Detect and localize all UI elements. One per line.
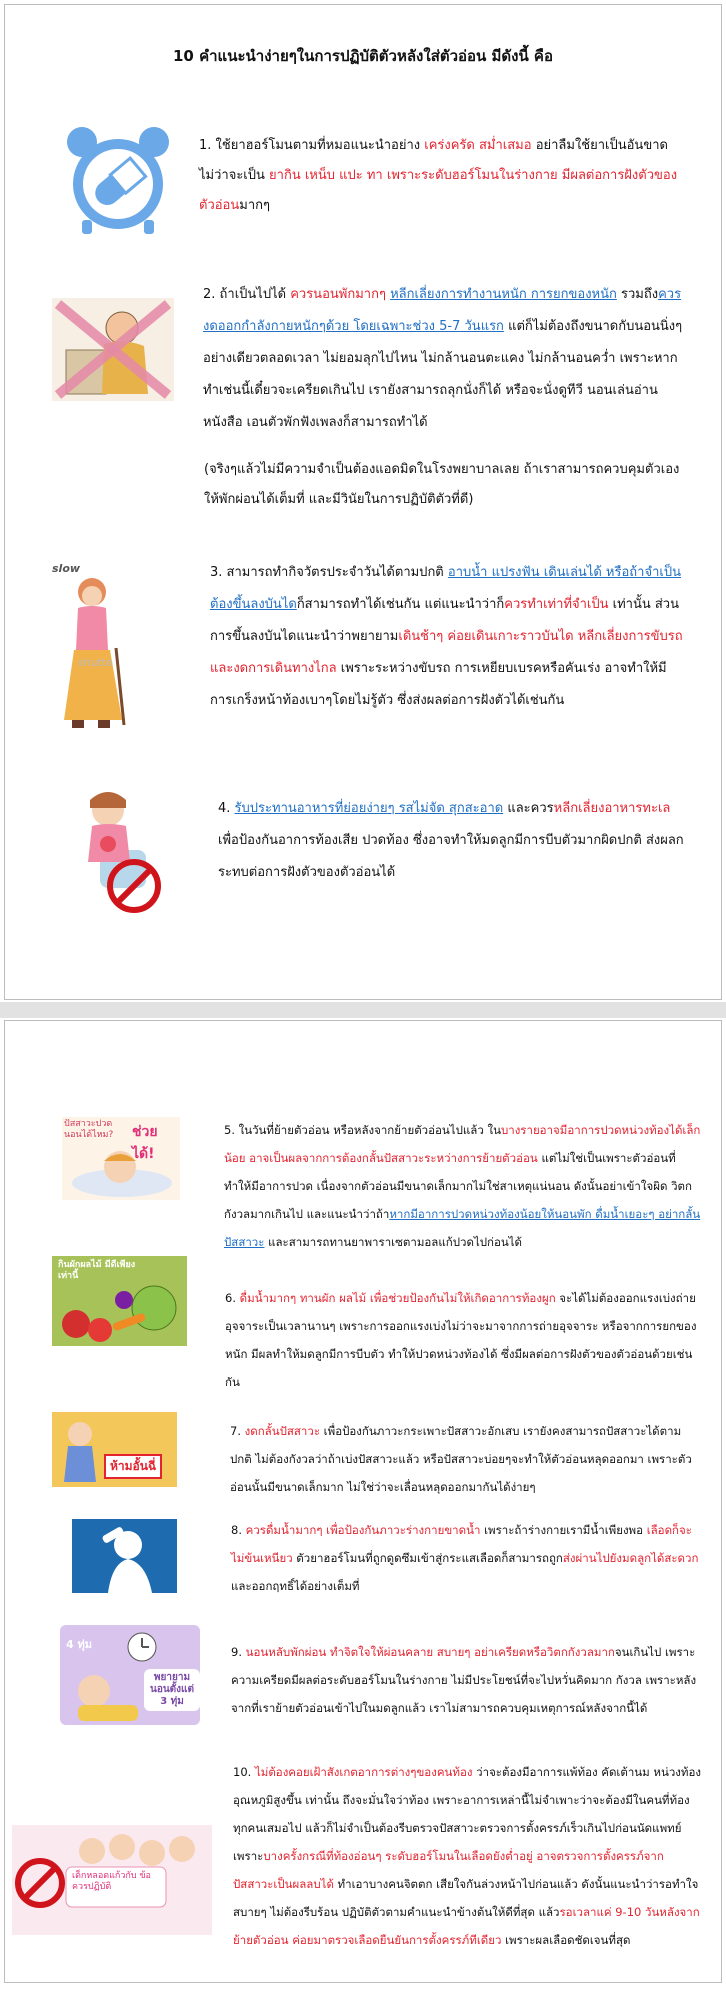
advice-item-2-segment: ควรนอนพักมากๆ [290,287,386,302]
advice-item-8-segment: 8. [231,1523,246,1537]
advice-item-9-segment: จนเกินไป เพราะความเครียดมีผลต่อระดับฮอร์โมนในร่างกาย ไม่มีประโยชน์ที่จะไปหวั่นคิดมาก กังวล เพราะหลังจากที่เราย้ายตัวอ่อนเข้าไปในมดลูกแล้ว เราไม่สามารถควบคุมเหตุการณ์หลังจากนี้ได้ [231,1645,697,1715]
advice-item-6-segment: จะได้ไม่ต้องออกแรงเบ่งถ่ายอุจจาระเป็นเวลานานๆ เพราะการออกแรงเบ่งไม่ว่าจะมาจากการถ่ายอุจจาระ หรือจากการยกของหนัก มีผลทำให้มดลูกมีการบีบตัว ทำให้ปวดหน่วงท้องได้ ซึ่งมีผลต่อการฝังตัวของตัวอ่อนด้วยเช่นกัน [225,1291,697,1389]
no-holding-urine-image [52,1412,177,1487]
advice-item-10-segment: ทำเอาบางคนจิตตก เสียใจกันล่วงหน้าไปก่อนแล้ว ดังนั้นแนะนำว่ารอทำใจสบายๆ ไม่ต้องรีบร้อน ปฏิบัติตัวตามคำแนะนำข้างต้นให้ดีที่สุด แล้ว [233,1877,699,1919]
advice-item-5-segment: แต่ไม่ใช่เป็นเพราะตัวอ่อนที่ทำให้มีอาการปวด เนื่องจากตัวอ่อนมีขนาดเล็กมากไม่ใช่สาเหตุแน่นอน ดังนั้นอย่าเข้าใจผิด วิตกกังวลมากเกินไป และแนะนำว่าถ้า [224,1151,692,1221]
advice-item-2 [203,279,685,439]
pregnancy-test-no-sign-image [12,1825,212,1935]
advice-item-8-segment: ควรดื่มน้ำมากๆ เพื่อป้องกันภาวะร่างกายขาดน้ำ [245,1523,481,1537]
advice-item-10-segment: รอเวลาแค่ 9-10 วันหลังจากย้ายตัวอ่อน ค่อยมาตรวจเลือดยืนยันการตั้งครรภ์ทีเดียว [233,1905,700,1947]
advice-item-7-segment: เพื่อป้องกันภาวะกระเพาะปัสสาวะอักเสบ เรายังคงสามารถปัสสาวะได้ตามปกติ ไม่ต้องกังวลว่าถ้าเบ่งปัสสาวะแล้ว หรือปัสสาวะบ่อยๆจะทำให้ตัวอ่อนหลุดออกมา เพราะตัวอ่อนนั้นมีขนาดเล็กมาก ไม่ใช่ว่าจะเลื่อนหลุดออกมากันได้ง่ายๆ [230,1424,692,1494]
advice-item-1 [199,131,681,221]
advice-item-10-segment: บางครั้งกรณีที่ท้องอ่อนๆ ระดับฮอร์โมนในเลือดยังต่ำอยู่ อาจตรวจการตั้งครรภ์จากปัสสาวะเป็นผลลบได้ [233,1849,664,1891]
pregnancy-card-label: เด็กหลอดแก้วกับ ข้อควรปฏิบัติ [72,1871,151,1892]
advice-item-1-segment: อย่าลืมใช้ยาเป็นอันขาด ไม่ว่าจะเป็น [199,138,668,183]
advice-item-6-segment: 6. [225,1291,240,1305]
advice-item-8-segment: และออกฤทธิ์ได้อย่างเต็มที่ [231,1579,360,1593]
advice-item-3-segment: หลีกเลี่ยงการขับรถ และงดการเดินทางไกล [210,629,683,676]
advice-item-9-segment: นอนหลับพักผ่อน ทำจิตใจให้ผ่อนคลาย สบายๆ อย่าเครียดหรือวิตกกังวลมาก [245,1645,615,1659]
advice-item-2-segment: 2. ถ้าเป็นไปได้ [203,287,291,302]
advice-item-6-segment: ดื่มน้ำมากๆ ทานผัก ผลไม้ เพื่อช่วยป้องกันไม่ให้เกิดอาการท้องผูก [239,1291,556,1305]
advice-item-8-segment: เลือดก็จะไม่ข้นเหนียว [231,1523,692,1565]
advice-item-2-segment: ควรงดออกกำลังกายหนักๆด้วย โดยเฉพาะช่วง 5-7 วันแรก [203,287,682,334]
advice-item-1-segment: เคร่งครัด สม่ำเสมอ [424,138,532,153]
child-pain-bubbles-image [62,1117,180,1200]
advice-item-3 [210,557,688,717]
sleep-early-image [60,1625,200,1725]
advice-item-3-segment: ก็สามารถทำได้เช่นกัน แต่แนะนำว่าก็ [296,597,505,612]
advice-item-4-segment: รับประทานอาหารที่ย่อยง่ายๆ รสไม่จัด สุกสะอาด [234,801,504,816]
advice-item-10-segment: ไม่ต้องคอยเฝ้าสังเกตอาการต่างๆของคนท้อง [254,1765,473,1779]
stomach-ache-no-sign-image [70,786,170,916]
advice-item-3-segment: 3. สามารถทำกิจวัตรประจำวันได้ตามปกติ [210,565,448,580]
advice-item-8 [231,1516,701,1600]
advice-item-2-segment: หลีกเลี่ยงการทำงานหนัก การยกของหนัก [390,287,617,302]
advice-item-3-segment: ควรทำเท่าที่จำเป็น [504,597,609,612]
rest-card-label: พยายามนอนตั้งแต่ 3 ทุ่ม [144,1669,200,1711]
advice-item-2-segment: รวมถึง [616,287,659,302]
drinking-water-image [72,1519,177,1593]
advice-item-2-segment: แต่ก็ไม่ต้องถึงขนาดกับนอนนิ่งๆอย่างเดียวตลอดเวลา ไม่ยอมลุกไปไหน ไม่กล้านอนตะแคง ไม่กล้านอนคว่ำ เพราะหากทำเช่นนี้เดี๋ยวจะเครียดเกินไป เรายังสามารถลุกนั่งก็ได้ หรือจะนั่งดูทีวี นอนเล่นอ่านหนังสือ เอนตัวพักฟังเพลงก็สามารถทำได้ [203,319,683,430]
advice-item-7 [230,1417,700,1501]
vegetables-label: กินผักผลไม้ มีดีเพียงเท่านี้ [58,1260,136,1281]
advice-item-4-segment: และควร [503,801,554,816]
slow-label: slow [52,562,81,575]
watermark-label: shutte [78,656,114,669]
advice-item-10-segment: ว่าจะต้องมีอาการแพ้ท้อง คัดเต้านม หน่วงท้อง อุณหภูมิสูงขึ้น เท่านั้น ถึงจะมั่นใจว่าท้อง เพราะอาการเหล่านี้ไม่จำเพาะว่าจะต้องมีในคนที่ท้องทุกคนเสมอไป แล้วก็ไม่จำเป็นต้องรีบตรวจปัสสาวะตรวจการตั้งครรภ์เร็วเกินไปก่อนนัดแพทย์ เพราะ [233,1765,702,1863]
advice-item-10 [233,1758,703,1954]
bubble-left-label: ปัสสาวะปวด นอนได้ไหม? [64,1119,114,1140]
slow-walking-woman-image [50,560,135,735]
alarm-clock-pill-image [62,124,174,239]
advice-item-4 [218,793,686,889]
heavy-lifting-crossed-image [52,298,174,401]
advice-item-5 [224,1116,702,1256]
no-hold-badge: ห้ามอั้นฉี่ [104,1454,162,1479]
advice-item-9 [231,1638,701,1722]
advice-note: (จริงๆแล้วไม่มีความจำเป็นต้องแอดมิดในโรงพยาบาลเลย ถ้าเราสามารถควบคุมตัวเองให้พักผ่อนได้เต็มที่ และมีวินัยในการปฏิบัติตัวที่ดี) [204,462,680,507]
page-title: 10 คำแนะนำง่ายๆในการปฏิบัติตัวหลังใส่ตัวอ่อน มีดังนี้ คือ [173,47,553,65]
rest-time-label: 4 ทุ่ม [66,1638,92,1651]
advice-item-8-segment: ตัวยาฮอร์โมนที่ถูกดูดซึมเข้าสู่กระแสเลือดก็สามารถถูก [292,1551,563,1565]
advice-item-1-segment: มากๆ [239,198,270,213]
advice-item-3-segment: อาบน้ำ แปรงฟัน เดินเล่นได้ หรือถ้าจำเป็นต้องขึ้นลงบันได [210,565,681,612]
advice-item-3-segment: เดินช้าๆ ค่อยเดินเกาะราวบันได [398,629,574,644]
advice-item-5-segment: 5. ในวันที่ย้ายตัวอ่อน หรือหลังจากย้ายตัวอ่อนไปแล้ว ใน [224,1123,501,1137]
advice-item-10-segment: 10. [233,1765,255,1779]
advice-item-4-segment: หลีกเลี่ยงอาหารทะเล [553,801,671,816]
advice-item-5-segment: หากมีอาการปวดหน่วงท้องน้อยให้นอนพัก ดื่มน้ำเยอะๆ อย่ากลั้นปัสสาวะ [224,1207,701,1249]
advice-item-4-segment: 4. [218,801,235,816]
advice-item-10-segment: เพราะผลเลือดชัดเจนที่สุด [501,1933,631,1947]
advice-item-6 [225,1284,701,1396]
bubble-right-label: ช่วยได้! [132,1124,158,1162]
advice-item-5-segment: บางรายอาจมีอาการปวดหน่วงท้องได้เล็กน้อย อาจเป็นผลจากการต้องกลั้นปัสสาวะระหว่างการย้ายตัวอ่อน [224,1123,701,1165]
advice-item-9-segment: 9. [231,1645,246,1659]
advice-item-5-segment: และสามารถทานยาพาราเซตามอลแก้ปวดไปก่อนได้ [264,1235,523,1249]
section-divider [0,1002,726,1018]
advice-item-3-segment: เท่านั้น ส่วนการขึ้นลงบันไดแนะนำว่าพยายาม [210,597,679,644]
advice-item-7-segment: 7. [230,1424,245,1438]
vegetables-image [52,1256,187,1346]
advice-item-1-segment: ยากิน เหน็บ แปะ ทา เพราะระดับฮอร์โมนในร่างกาย มีผลต่อการฝังตัวของตัวอ่อน [199,168,678,213]
advice-item-1-segment: 1. ใช้ยาฮอร์โมนตามที่หมอแนะนำอย่าง [199,138,425,153]
advice-item-3-segment: เพราะระหว่างขับรถ การเหยียบเบรคหรือคันเร่ง อาจทำให้มีการเกร็งหน้าท้องเบาๆโดยไม่รู้ตัว ซึ่งส่งผลต่อการฝังตัวได้เช่นกัน [210,661,667,708]
advice-item-8-segment: เพราะถ้าร่างกายเรามีน้ำเพียงพอ [480,1523,647,1537]
advice-item-4-segment: เพื่อป้องกันอาการท้องเสีย ปวดท้อง ซึ่งอาจทำให้มดลูกมีการบีบตัวมากผิดปกติ ส่งผลกระทบต่อการฝังตัวของตัวอ่อนได้ [218,833,684,880]
advice-item-7-segment: งดกลั้นปัสสาวะ [244,1424,321,1438]
advice-item-8-segment: ส่งผ่านไปยังมดลูกได้สะดวก [562,1551,699,1565]
